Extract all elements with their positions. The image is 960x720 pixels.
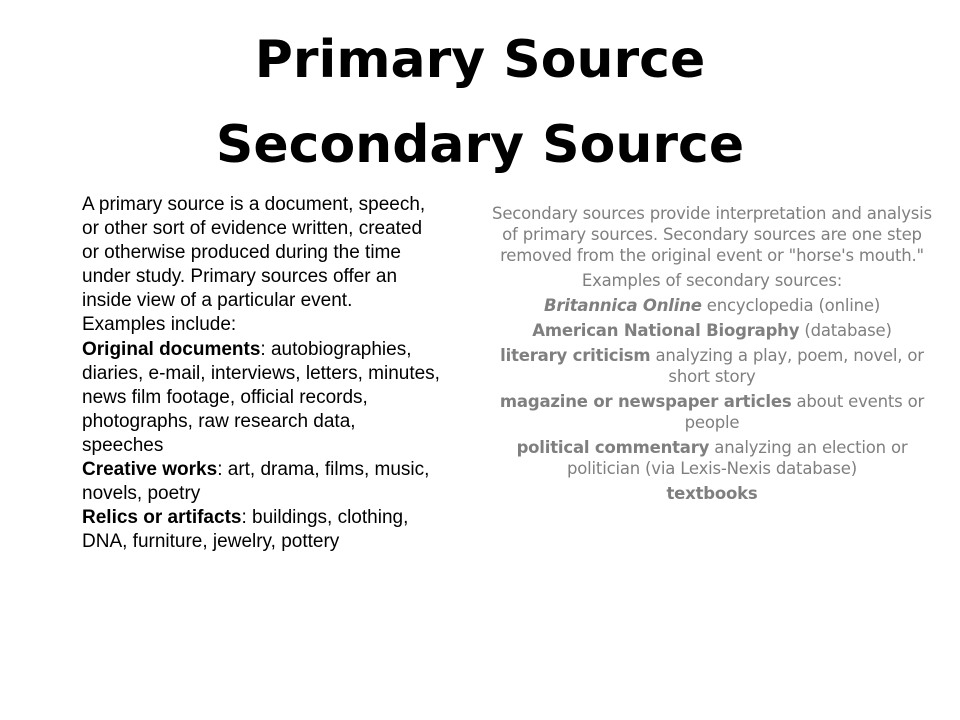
category-name: Original documents [82,338,261,360]
secondary-example-political-commentary [492,437,932,479]
secondary-intro: Secondary sources provide interpretation and analysis of primary sources. Secondary sources are one step removed from the original event or "horse's mouth." [492,204,932,265]
secondary-example-anb [492,320,932,341]
category-sep: : [260,338,266,360]
secondary-examples-label: Examples of secondary sources: [581,271,843,290]
category-sep: : [217,459,223,481]
category-name: Creative works [82,459,218,481]
primary-category-relics [82,506,442,554]
example-term: magazine or newspaper articles [499,392,792,411]
secondary-source-text [492,203,932,508]
category-sep: : [241,507,247,529]
slide-title-primary: Primary Source [254,30,706,90]
example-term: American National Biography [532,321,800,340]
primary-intro: A primary source is a document, speech, or other sort of evidence written, created or otherwise produced during the time under study. Primary sources offer an inside view of a particular event. [82,194,426,312]
example-rest: about events or people [684,392,925,432]
category-items: autobiographies, diaries, e-mail, interviews, letters, minutes, news film footage, official records, photographs, raw research data, speeches [82,338,440,456]
example-term: political commentary [516,438,710,457]
primary-source-text [82,193,442,554]
secondary-example-literary-criticism [492,345,932,387]
category-name: Relics or artifacts [82,507,242,529]
example-rest: analyzing an election or politician (via Lexis-Nexis database) [567,438,908,478]
primary-category-original-documents [82,338,442,458]
example-term: literary criticism [500,346,651,365]
primary-examples-label: Examples include: [82,314,237,336]
slide-title-secondary: Secondary Source [215,115,745,175]
category-items: art, drama, films, music, novels, poetry [82,459,430,505]
example-term: Britannica Online [543,296,702,315]
example-rest: analyzing a play, poem, novel, or short story [650,346,924,386]
secondary-example-britannica [492,295,932,316]
secondary-example-articles [492,391,932,433]
primary-category-creative-works [82,458,442,506]
example-rest: (database) [799,321,892,340]
example-rest: encyclopedia (online) [701,296,881,315]
example-term: textbooks [666,484,758,503]
category-items: buildings, clothing, DNA, furniture, jewelry, pottery [82,507,409,553]
secondary-example-textbooks [492,483,932,504]
